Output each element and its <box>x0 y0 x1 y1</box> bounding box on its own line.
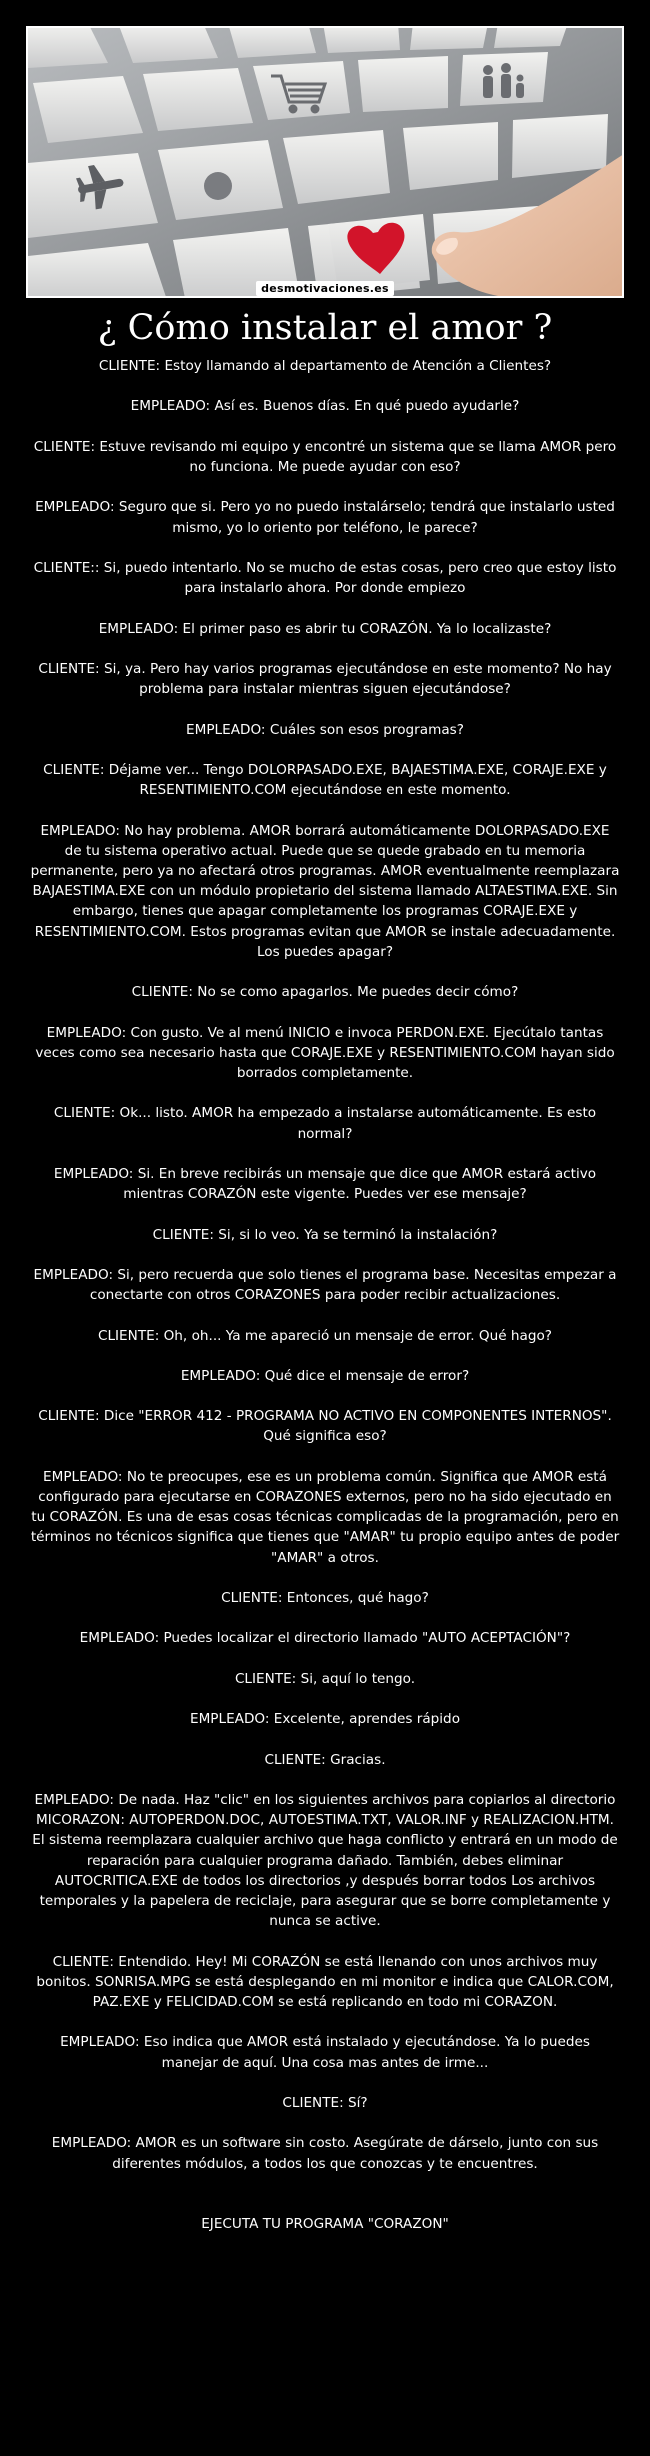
dialogue-line: CLIENTE:: Si, puedo intentarlo. No se mucho de estas cosas, pero creo que estoy listo para instalarlo ahora. Por donde empiezo <box>33 559 617 597</box>
dialogue-line: EMPLEADO: Si. En breve recibirás un mensaje que dice que AMOR estará activo mientras CORAZÓN este vigente. Puedes ver ese mensaje? <box>53 1165 597 1203</box>
dialogue-line: CLIENTE: Dice "ERROR 412 - PROGRAMA NO ACTIVO EN COMPONENTES INTERNOS". Qué significa eso? <box>38 1408 612 1445</box>
dialogue-line: EMPLEADO: Seguro que si. Pero yo no puedo instalárselo; tendrá que instalarlo usted mismo, yo lo oriento por teléfono, le parece? <box>35 499 615 536</box>
dialogue-line: CLIENTE: Ok... listo. AMOR ha empezado a instalarse automáticamente. Es esto normal? <box>53 1105 597 1142</box>
dialogue-line: CLIENTE: Entendido. Hey! Mi CORAZÓN se está llenando con unos archivos muy bonitos. SONRISA.MPG se está desplegando en mi monitor e indica que CALOR.COM, PAZ.EXE y FELICIDAD.COM se está replicando en todo mi CORAZON. <box>36 1953 614 2011</box>
dialogue-line: EMPLEADO: AMOR es un software sin costo. Asegúrate de dárselo, junto con sus diferentes módulos, a todos los que conozcas y te encuentres. <box>51 2135 599 2172</box>
dialogue-line: EMPLEADO: Así es. Buenos días. En qué puedo ayudarle? <box>130 398 520 415</box>
dialogue-line: EMPLEADO: Cuáles son esos programas? <box>186 721 464 738</box>
dialogue-line: CLIENTE: Entonces, qué hago? <box>221 1590 429 1607</box>
dialogue-line: CLIENTE: Oh, oh... Ya me apareció un mensaje de error. Qué hago? <box>97 1327 552 1344</box>
dialogue-line: CLIENTE: Sí? <box>282 2095 368 2112</box>
dialogue-line: EMPLEADO: De nada. Haz "clic" en los siguientes archivos para copiarlos al directorio MICORAZON: AUTOPERDON.DOC, AUTOESTIMA.TXT, VALOR.INF y REALIZACION.HTM. El sistema reemplazara cualquier archivo que haga conflicto y entrará en un modo de reparación para cualquier programa dañado. También, debes eliminar AUTOCRITICA.EXE de todos los directorios ,y después borrar todos Los archivos temporales y la papelera de reciclaje, para asegurar que se borre completamente y nunca se active. <box>32 1792 618 1930</box>
photo-frame <box>26 26 624 298</box>
poster-title: ¿ Cómo instalar el amor ? <box>97 308 553 348</box>
dialogue-line: CLIENTE: Déjame ver... Tengo DOLORPASADO.EXE, BAJAESTIMA.EXE, CORAJE.EXE y RESENTIMIENTO.COM ejecutándose en este momento. <box>43 761 607 799</box>
dialogue-line: CLIENTE: Si, si lo veo. Ya se terminó la instalación? <box>152 1226 498 1243</box>
dialogue-line: EMPLEADO: Con gusto. Ve al menú INICIO e invoca PERDON.EXE. Ejecútalo tantas veces como sea necesario hasta que CORAJE.EXE y RESENTIMIENTO.COM hayan sido borrados completamente. <box>35 1024 615 1081</box>
dialogue-line: EMPLEADO: Eso indica que AMOR está instalado y ejecutándose. Ya lo puedes manejar de aquí. Una cosa mas antes de irme... <box>60 2034 590 2071</box>
dialogue-line: CLIENTE: Estuve revisando mi equipo y encontré un sistema que se llama AMOR pero no funciona. Me puede ayudar con eso? <box>33 438 617 475</box>
misc-icon <box>204 172 232 200</box>
dialogue-line: CLIENTE: Estoy llamando al departamento de Atención a Clientes? <box>98 358 552 374</box>
dialogue-line: EMPLEADO: El primer paso es abrir tu CORAZÓN. Ya lo localizaste? <box>98 620 552 637</box>
dialogue-line: EMPLEADO: No te preocupes, ese es un problema común. Significa que AMOR está configurado para ejecutarse en CORAZONES externos, pero no ha sido ejecutado en tu CORAZÓN. Es una de esas cosas técnicas complicadas de la programación, pero en términos no técnicos significa que tienes que "AMAR" tu propio equipo antes de poder "AMAR" a otros. <box>30 1468 620 1566</box>
watermark <box>0 282 650 295</box>
dialogue-line: EMPLEADO: Si, pero recuerda que solo tienes el programa base. Necesitas empezar a conectarte con otros CORAZONES para poder recibir actualizaciones. <box>33 1266 617 1304</box>
closing-line: EJECUTA TU PROGRAMA "CORAZON" <box>201 2216 449 2233</box>
heart-key <box>328 214 430 290</box>
dialogue-line: CLIENTE: Gracias. <box>264 1751 386 1768</box>
dialogue-line: CLIENTE: No se como apagarlos. Me puedes decir cómo? <box>131 984 519 1001</box>
watermark-text: desmotivaciones.es <box>256 281 394 296</box>
dialogue-line: EMPLEADO: Puedes localizar el directorio llamado "AUTO ACEPTACIÓN"? <box>79 1630 571 1647</box>
dialogue-line: CLIENTE: Si, aquí lo tengo. <box>234 1670 416 1687</box>
dialogue-line: EMPLEADO: Excelente, aprendes rápido <box>189 1711 461 1728</box>
dialogue <box>30 356 620 2255</box>
dialogue-line: CLIENTE: Si, ya. Pero hay varios programas ejecutándose en este momento? No hay problema para instalar mientras siguen ejecutándose? <box>38 660 612 698</box>
dialogue-line: EMPLEADO: No hay problema. AMOR borrará automáticamente DOLORPASADO.EXE de tu sistema operativo actual. Puede que se quede grabado en tu memoria permanente, pero ya no afectará otros programas. AMOR eventualmente reemplazara BAJAESTIMA.EXE con un módulo propietario del sistema llamado ALTAESTIMA.EXE. Sin embargo, tienes que apagar completamente los programas CORAJE.EXE y RESENTIMIENTO.COM. Estos programas evitan que AMOR se instale adecuadamente. Los puedes apagar? <box>30 822 620 960</box>
dialogue-line: EMPLEADO: Qué dice el mensaje de error? <box>180 1367 470 1384</box>
keyboard-photo <box>28 28 622 296</box>
